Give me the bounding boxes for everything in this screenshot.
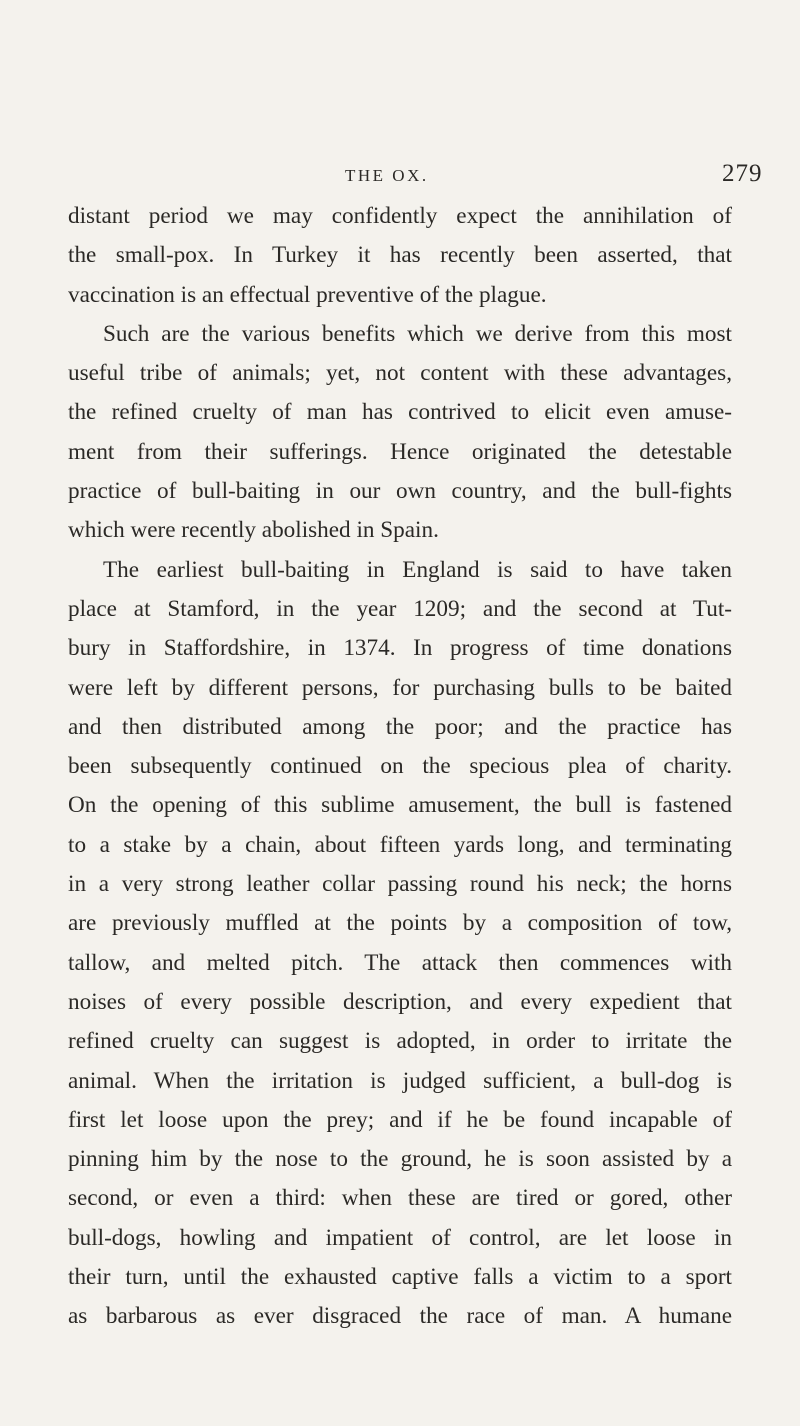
text-line: useful tribe of animals; yet, not content with these advantages, bbox=[68, 360, 732, 387]
text-line: and then distributed among the poor; and the practice has bbox=[68, 713, 732, 740]
text-line: to a stake by a chain, about fifteen yards long, and terminating bbox=[68, 831, 732, 858]
text-line: place at Stamford, in the year 1209; and the second at Tut- bbox=[68, 595, 732, 622]
text-line: refined cruelty can suggest is adopted, in order to irritate the bbox=[68, 1028, 732, 1055]
text-line: pinning him by the nose to the ground, he is soon assisted by a bbox=[68, 1146, 732, 1173]
text-line: the small-pox. In Turkey it has recently been asserted, that bbox=[68, 242, 732, 269]
text-line: which were recently abolished in Spain. bbox=[68, 517, 439, 544]
text-line: were left by different persons, for purchasing bulls to be baited bbox=[68, 674, 732, 701]
text-line: The earliest bull-baiting in England is said to have taken bbox=[103, 556, 732, 583]
text-line: second, or even a third: when these are tired or gored, other bbox=[68, 1185, 732, 1212]
body-text bbox=[68, 197, 732, 1337]
text-line: are previously muffled at the points by a composition of tow, bbox=[68, 910, 732, 937]
text-line: tallow, and melted pitch. The attack then commences with bbox=[68, 949, 732, 976]
text-line: animal. When the irritation is judged sufficient, a bull-dog is bbox=[68, 1067, 732, 1094]
text-line: vaccination is an effectual preventive of the plague. bbox=[68, 281, 547, 308]
text-line: first let loose upon the prey; and if he be found incapable of bbox=[68, 1106, 732, 1133]
text-line: noises of every possible description, and every expedient that bbox=[68, 988, 732, 1015]
text-line: On the opening of this sublime amusement, the bull is fastened bbox=[68, 792, 732, 819]
text-line: in a very strong leather collar passing round his neck; the horns bbox=[68, 871, 732, 898]
text-line: the refined cruelty of man has contrived to elicit even amuse- bbox=[68, 399, 732, 426]
text-line: bury in Staffordshire, in 1374. In progress of time donations bbox=[68, 635, 732, 662]
text-line: ment from their sufferings. Hence originated the detestable bbox=[68, 438, 732, 465]
text-line: practice of bull-baiting in our own country, and the bull-fights bbox=[68, 478, 732, 505]
text-line: distant period we may confidently expect the annihilation of bbox=[68, 203, 732, 229]
text-line: their turn, until the exhausted captive falls a victim to a sport bbox=[68, 1264, 732, 1291]
text-line: been subsequently continued on the specious plea of charity. bbox=[68, 753, 732, 780]
running-head bbox=[0, 162, 800, 192]
running-head-title: THE OX. bbox=[345, 166, 429, 185]
text-line: bull-dogs, howling and impatient of control, are let loose in bbox=[68, 1224, 732, 1251]
page-number: 279 bbox=[722, 160, 763, 187]
text-line: Such are the various benefits which we derive from this most bbox=[103, 320, 732, 347]
text-line: as barbarous as ever disgraced the race of man. A humane bbox=[68, 1303, 732, 1330]
